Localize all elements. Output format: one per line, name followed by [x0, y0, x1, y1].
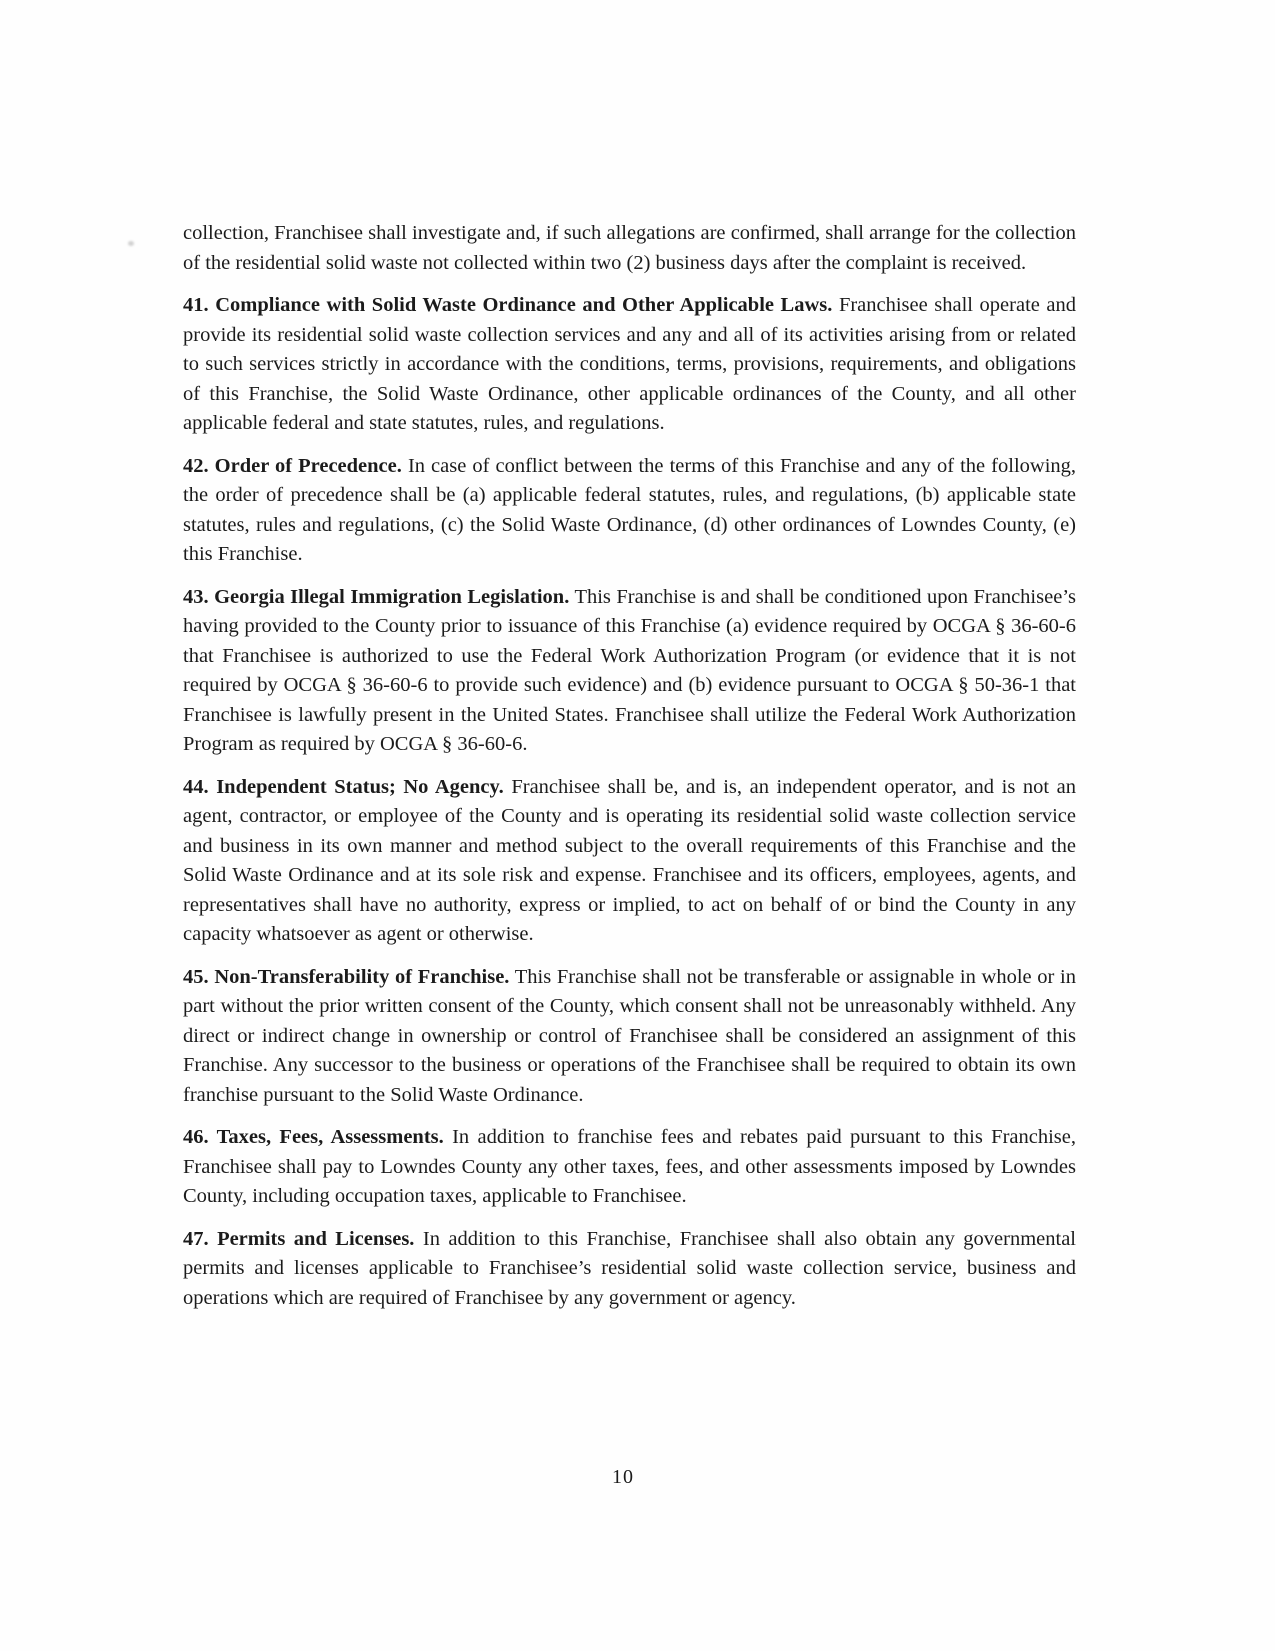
- scan-speckle: [128, 241, 134, 246]
- section-43-title: Georgia Illegal Immigration Legislation.: [214, 585, 570, 608]
- section-42: [183, 452, 1076, 570]
- document-text-block: [183, 219, 1076, 1313]
- section-44-title: Independent Status; No Agency.: [216, 775, 504, 798]
- section-41-number: 41.: [183, 294, 209, 316]
- section-43: [183, 583, 1076, 760]
- page-number: 10: [612, 1466, 634, 1488]
- section-41-heading: [183, 294, 832, 316]
- section-44-body: Franchisee shall be, and is, an independent operator, and is not an agent, contractor, or employee of the County and is operating its residential solid waste collection service and business in its own manner and method subject to the overall requirements of this Franchise and the Solid Waste Ordinance and at its sole risk and expense. Franchisee and its officers, employees, agents, and representatives shall have no authority, express or implied, to act on behalf of or bind the County in any capacity whatsoever as agent or otherwise.: [183, 775, 1076, 945]
- section-43-heading: [183, 586, 569, 608]
- section-47-number: 47.: [183, 1227, 209, 1250]
- section-44-heading: [183, 776, 504, 798]
- section-45-body: This Franchise shall not be transferable or assignable in whole or in part without the prior written consent of the County, which consent shall not be unreasonably withheld. Any direct or indirect change in ownership or control of Franchisee shall be considered an assignment of this Franchise. Any successor to the business or operations of the Franchisee shall be required to obtain its own franchise pursuant to the Solid Waste Ordinance.: [183, 965, 1077, 1106]
- section-44: [183, 773, 1076, 950]
- section-45-heading: [183, 966, 509, 988]
- section-47-title: Permits and Licenses.: [217, 1227, 415, 1250]
- intro-paragraph: [183, 219, 1076, 278]
- section-46: [183, 1123, 1076, 1212]
- section-46-number: 46.: [183, 1126, 209, 1148]
- section-42-number: 42.: [183, 454, 209, 477]
- section-46-heading: [183, 1126, 444, 1148]
- section-47-body: In addition to this Franchise, Franchisee shall also obtain any governmental permits and licenses applicable to Franchisee’s residential solid waste collection service, business and operations which are required of Franchisee by any government or agency.: [183, 1227, 1076, 1309]
- section-46-title: Taxes, Fees, Assessments.: [216, 1126, 444, 1148]
- section-44-number: 44.: [183, 775, 209, 798]
- section-42-body: In case of conflict between the terms of this Franchise and any of the following, the order of precedence shall be (a) applicable federal statutes, rules, and regulations, (b) applicable state statutes, rules and regulations, (c) the Solid Waste Ordinance, (d) other ordinances of Lowndes County, (e) this Franchise.: [183, 454, 1077, 565]
- section-42-heading: [183, 455, 402, 477]
- section-45-number: 45.: [183, 965, 209, 988]
- section-45: [183, 963, 1076, 1111]
- section-43-number: 43.: [183, 585, 209, 608]
- section-41-body: Franchisee shall operate and provide its residential solid waste collection services and any and all of its activities arising from or related to such services strictly in accordance with the conditions, terms, provisions, requirements, and obligations of this Franchise, the Solid Waste Ordinance, other applicable ordinances of the County, and all other applicable federal and state statutes, rules, and regulations.: [183, 294, 1077, 434]
- intro-paragraph-text: collection, Franchisee shall investigate and, if such allegations are confirmed, shall arrange for the collection of the residential solid waste not collected within two (2) business days after the complaint is received.: [183, 222, 1076, 274]
- section-42-title: Order of Precedence.: [214, 454, 402, 477]
- section-43-body: This Franchise is and shall be conditioned upon Franchisee’s having provided to the County prior to issuance of this Franchise (a) evidence required by OCGA § 36-60-6 that Franchisee is authorized to use the Federal Work Authorization Program (or evidence that it is not required by OCGA § 36-60-6 to provide such evidence) and (b) evidence pursuant to OCGA § 50-36-1 that Franchisee is lawfully present in the United States. Franchisee shall utilize the Federal Work Authorization Program as required by OCGA § 36-60-6.: [183, 585, 1076, 755]
- section-47: [183, 1225, 1076, 1314]
- section-45-title: Non-Transferability of Franchise.: [214, 965, 510, 988]
- section-41-title: Compliance with Solid Waste Ordinance and Other Applicable Laws.: [215, 294, 833, 316]
- section-46-body: In addition to franchise fees and rebates paid pursuant to this Franchise, Franchisee shall pay to Lowndes County any other taxes, fees, and other assessments imposed by Lowndes County, including occupation taxes, applicable to Franchisee.: [183, 1126, 1077, 1207]
- section-47-heading: [183, 1228, 414, 1250]
- section-41: [183, 291, 1076, 439]
